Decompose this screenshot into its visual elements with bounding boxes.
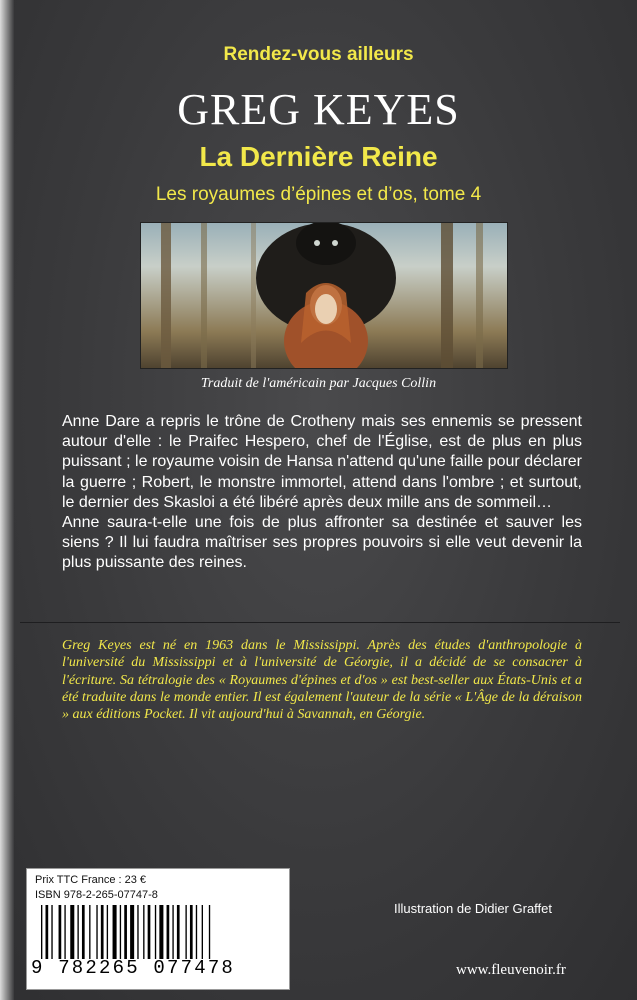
barcode-bar (107, 905, 108, 959)
barcode-bar (155, 905, 156, 959)
barcode-bar (46, 905, 49, 959)
synopsis-paragraph-1: Anne Dare a repris le trône de Crotheny mais ses ennemis se pressent autour d'elle : le Praifec Hespero, chef de l'Église, est de plus en plus puissant ; le royaume voisin de Hansa n'attend qu'une faille pour déclarer la guerre ; Robert, le monstre immortel, attend dans l'ombre ; et surtout, le dernier des Skasloi a été libéré après deux mille ans de sommeil… (62, 413, 582, 511)
barcode-bar (177, 905, 180, 959)
barcode-bar (143, 905, 144, 959)
barcode-bar (130, 905, 134, 959)
barcode-label (26, 868, 290, 990)
publisher-website: www.fleuvenoir.fr (456, 962, 566, 978)
barcode-bar (113, 905, 117, 959)
barcode-bar (190, 905, 193, 959)
barcode-bar (70, 905, 74, 959)
barcode-bar (137, 905, 138, 959)
price-text: Prix TTC France : 23 € (35, 874, 147, 886)
barcode-bar (185, 905, 186, 959)
barcode-bar (196, 905, 197, 959)
author-biography: Greg Keyes est né en 1963 dans le Mississippi. Après des études d'anthropologie à l'université du Mississippi et à l'université de Géorgie, il a décidé de se consacrer à l'écriture. Sa tétralogie des « Royaumes d'épines et d'os » est best-seller aux États-Unis et a été traduite dans le monde entier. Il est également l'auteur de la série « L'Âge de la déraison » aux éditions Pocket. Il vit aujourd'hui à Savannah, en Géorgie. (62, 638, 582, 723)
barcode-bar (167, 905, 170, 959)
barcode-bar (172, 905, 173, 959)
forest-scene-image (141, 223, 507, 368)
barcode-bar (64, 905, 65, 959)
author-name: GREG KEYES (177, 85, 460, 134)
synopsis (62, 412, 582, 574)
barcode-bar (209, 905, 210, 959)
book-subtitle: Les royaumes d’épines et d’os, tome 4 (155, 184, 482, 205)
barcode-bar (82, 905, 85, 959)
translator-credit: Traduit de l'américain par Jacques Collin (200, 376, 437, 391)
barcode-bar (41, 905, 42, 959)
barcode-bar (124, 905, 127, 959)
barcode-bar (89, 905, 90, 959)
barcode-bar (101, 905, 104, 959)
illustration-credit: Illustration de Didier Graffet (394, 901, 552, 916)
collection-name: Rendez-vous ailleurs (223, 44, 414, 65)
barcode-bar (51, 905, 52, 959)
section-divider (20, 622, 620, 623)
barcode-bars (41, 905, 275, 959)
isbn-text: ISBN 978-2-265-07747-8 (35, 889, 158, 901)
barcode-bar (120, 905, 121, 959)
barcode-bar (59, 905, 62, 959)
barcode-digits: 9 782265 077478 (31, 957, 236, 979)
barcode-bar (96, 905, 97, 959)
barcode-bar (148, 905, 151, 959)
barcode-bar (77, 905, 78, 959)
cover-illustration (140, 222, 508, 369)
synopsis-paragraph-2: Anne saura-t-elle une fois de plus affronter sa destinée et sauver les siens ? Il lui faudra maîtriser ses propres pouvoirs si elle veut devenir la plus puissante des reines. (62, 514, 582, 572)
barcode-bar (202, 905, 203, 959)
barcode-bar (159, 905, 163, 959)
book-title: La Dernière Reine (199, 141, 438, 172)
